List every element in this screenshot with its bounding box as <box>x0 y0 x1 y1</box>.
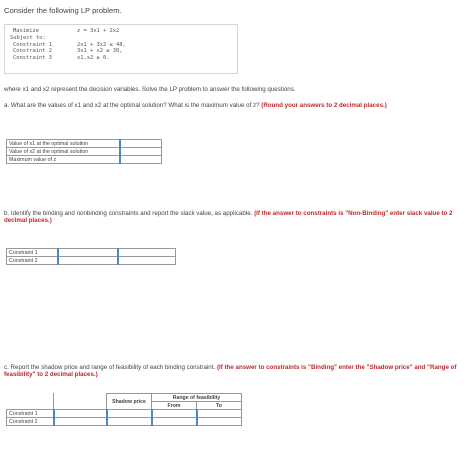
constraint-1-range-from-input[interactable] <box>152 410 197 418</box>
part-c-table <box>6 393 242 426</box>
part-a-prompt <box>4 102 466 109</box>
subject-to-label: Subject to: <box>10 34 46 41</box>
part-a-table <box>6 139 162 164</box>
range-from-header: From <box>152 402 197 410</box>
part-c-prompt <box>4 364 466 379</box>
objective-expr: z = 3x1 + 2x2 <box>77 28 120 34</box>
part-a-question: a. What are the values of x1 and x2 at the optimal solution? What is the maximum value of z? <box>4 102 260 109</box>
constraint-3-expr: x1,x2 ≥ 0. <box>77 55 110 62</box>
constraint-1-binding-select[interactable] <box>58 249 118 257</box>
table-row <box>7 418 242 426</box>
lp-problem-box <box>4 24 238 74</box>
part-c-question: c. Report the shadow price and range of feasibility of each binding constraint. <box>4 364 216 371</box>
part-a-instruction: (Round your answers to 2 decimal places.) <box>261 102 387 109</box>
maximize-label: Maximize <box>13 28 39 34</box>
constraint-2-label: Constraint 2 <box>13 48 52 55</box>
constraint-1-expr: 2x1 + 3x2 ≤ 48, <box>77 41 126 48</box>
constraint-1-range-to-input[interactable] <box>197 410 242 418</box>
table-row <box>7 410 242 418</box>
x1-value-input[interactable] <box>120 140 162 148</box>
constraint-2-binding-select[interactable] <box>58 257 118 265</box>
table-row <box>7 156 162 164</box>
part-b-instruction: (If the answer to constraints is "Non-Binding" enter slack value to 2 decimal places.) <box>4 210 453 225</box>
constraint-2-range-to-input[interactable] <box>197 418 242 426</box>
part-c-row-2-label: Constraint 2 <box>7 418 54 426</box>
part-a-row-3-label: Maximum value of z <box>7 156 121 164</box>
range-to-header: To <box>197 402 242 410</box>
constraint-3-label: Constraint 3 <box>13 55 52 62</box>
lp-expressions <box>77 28 126 62</box>
part-b-row-1-label: Constraint 1 <box>7 249 59 257</box>
page-title: Consider the following LP problem. <box>4 6 122 15</box>
constraint-2-slack-input[interactable] <box>118 257 176 265</box>
max-z-input[interactable] <box>120 156 162 164</box>
constraint-2-shadow-price-input[interactable] <box>107 418 152 426</box>
part-a-row-1-label: Value of x1 at the optimal solution <box>7 140 121 148</box>
table-row <box>7 394 242 402</box>
part-b-row-2-label: Constraint 2 <box>7 257 59 265</box>
constraint-2-expr: 3x1 + x2 ≤ 30, <box>77 48 123 55</box>
table-row <box>7 257 176 265</box>
intro-text: where x1 and x2 represent the decision variables. Solve the LP problem to answer the following questions. <box>4 86 296 93</box>
part-c-instruction: (If the answer to constraints is "Binding" enter the "Shadow price" and "Range of feasibility" to 2 decimal places.) <box>4 364 457 379</box>
table-row <box>7 148 162 156</box>
constraint-2-range-from-input[interactable] <box>152 418 197 426</box>
part-b-question: b. Identify the binding and nonbinding constraints and report the slack value, as applicable. <box>4 210 253 217</box>
part-c-row-1-label: Constraint 1 <box>7 410 54 418</box>
constraint-1-label: Constraint 1 <box>13 41 52 48</box>
lp-labels <box>10 28 52 62</box>
table-row <box>7 140 162 148</box>
constraint-1-shadow-price-input[interactable] <box>107 410 152 418</box>
constraint-1-slack-input[interactable] <box>118 249 176 257</box>
constraint-2-status-select[interactable] <box>54 418 107 426</box>
part-a-row-2-label: Value of x2 at the optimal solution <box>7 148 121 156</box>
part-b-table <box>6 248 176 265</box>
part-b-prompt <box>4 210 466 225</box>
range-feasibility-header: Range of feasibility <box>152 394 242 402</box>
x2-value-input[interactable] <box>120 148 162 156</box>
shadow-price-header: Shadow price <box>107 394 152 410</box>
constraint-1-status-select[interactable] <box>54 410 107 418</box>
table-row <box>7 249 176 257</box>
